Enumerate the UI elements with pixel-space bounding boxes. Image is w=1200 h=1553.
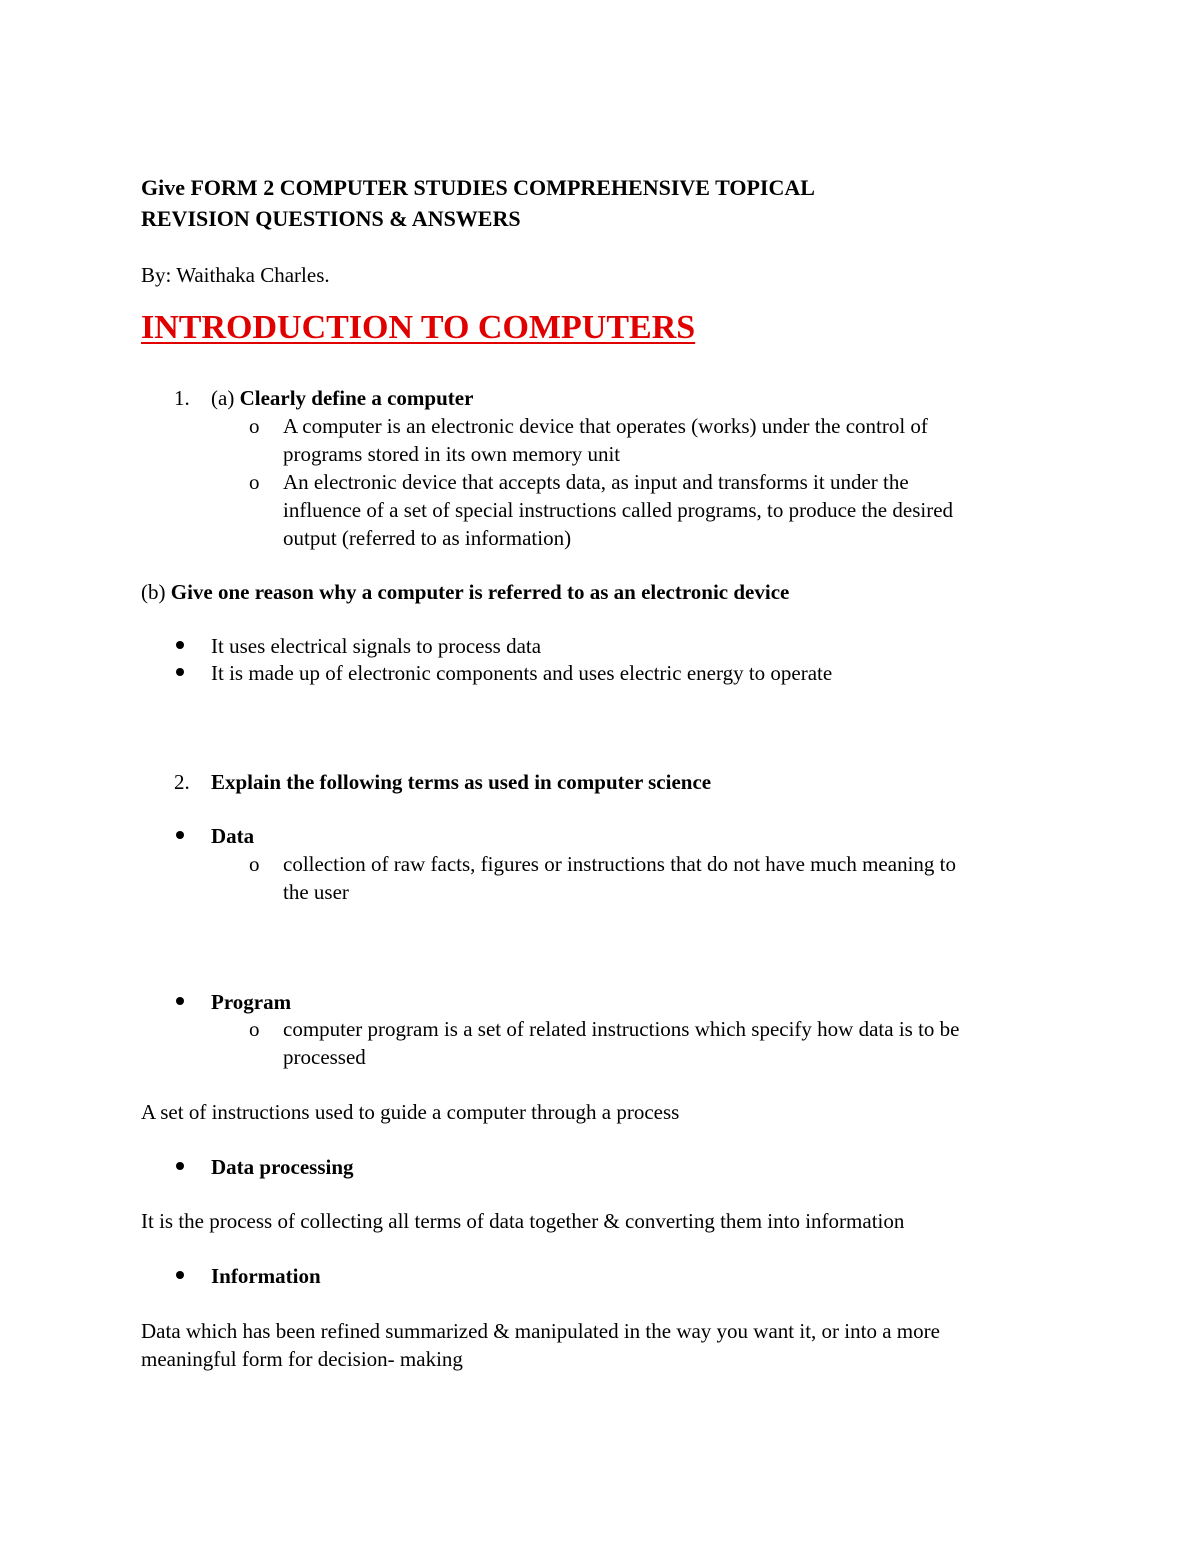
q1-part-a [211, 384, 473, 412]
information-def-line1: Data which has been refined summarized & manipulated in the way you want it, or into a more [141, 1319, 940, 1343]
bullet-icon [176, 831, 184, 839]
q1-part-a-label: Clearly define a computer [239, 386, 474, 410]
program-def-line2: processed [283, 1045, 366, 1069]
sub-bullet-marker: o [249, 470, 260, 494]
data-def-line1: collection of raw facts, figures or instructions that do not have much meaning to [283, 852, 956, 876]
definition1-line2: programs stored in its own memory unit [283, 442, 621, 466]
definition2-line3: output (referred to as information) [283, 526, 572, 550]
section-heading: INTRODUCTION TO COMPUTERS [141, 309, 696, 346]
bullet-icon [176, 668, 184, 676]
information-def-line2: meaningful form for decision- making [141, 1347, 463, 1371]
program-extra: A set of instructions used to guide a computer through a process [141, 1100, 680, 1124]
q1-number: 1. [174, 386, 190, 410]
term-program: Program [211, 990, 292, 1014]
reason1: It uses electrical signals to process data [211, 634, 542, 658]
sub-bullet-marker: o [249, 852, 260, 876]
definition1-line1: A computer is an electronic device that operates (works) under the control of [283, 414, 928, 438]
bullet-icon [176, 1271, 184, 1279]
bullet-icon [176, 641, 184, 649]
q2-number: 2. [174, 770, 190, 794]
bullet-icon [176, 997, 184, 1005]
sub-bullet-marker: o [249, 414, 260, 438]
document-title-line2: REVISION QUESTIONS & ANSWERS [141, 206, 521, 231]
bullet-icon [176, 1162, 184, 1170]
processing-def: It is the process of collecting all terms of data together & converting them into information [141, 1209, 905, 1233]
term-data: Data [211, 824, 255, 848]
q1-part-b-prefix: (b) [141, 580, 171, 604]
q1-part-a-prefix: (a) [211, 386, 240, 410]
q1-part-b-label: Give one reason why a computer is referred to as an electronic device [170, 580, 790, 604]
q2-label: Explain the following terms as used in computer science [211, 770, 712, 794]
term-data-processing: Data processing [211, 1155, 354, 1179]
reason2: It is made up of electronic components and uses electric energy to operate [211, 661, 833, 685]
term-information: Information [211, 1264, 321, 1288]
program-def-line1: computer program is a set of related instructions which specify how data is to be [283, 1017, 960, 1041]
document-title-line1: Give FORM 2 COMPUTER STUDIES COMPREHENSIVE TOPICAL [141, 175, 815, 200]
q1-part-b [141, 578, 789, 606]
sub-bullet-marker: o [249, 1017, 260, 1041]
author-line: By: Waithaka Charles. [141, 263, 330, 287]
data-def-line2: the user [283, 880, 349, 904]
definition2-line2: influence of a set of special instructions called programs, to produce the desired [283, 498, 954, 522]
definition2-line1: An electronic device that accepts data, as input and transforms it under the [283, 470, 909, 494]
